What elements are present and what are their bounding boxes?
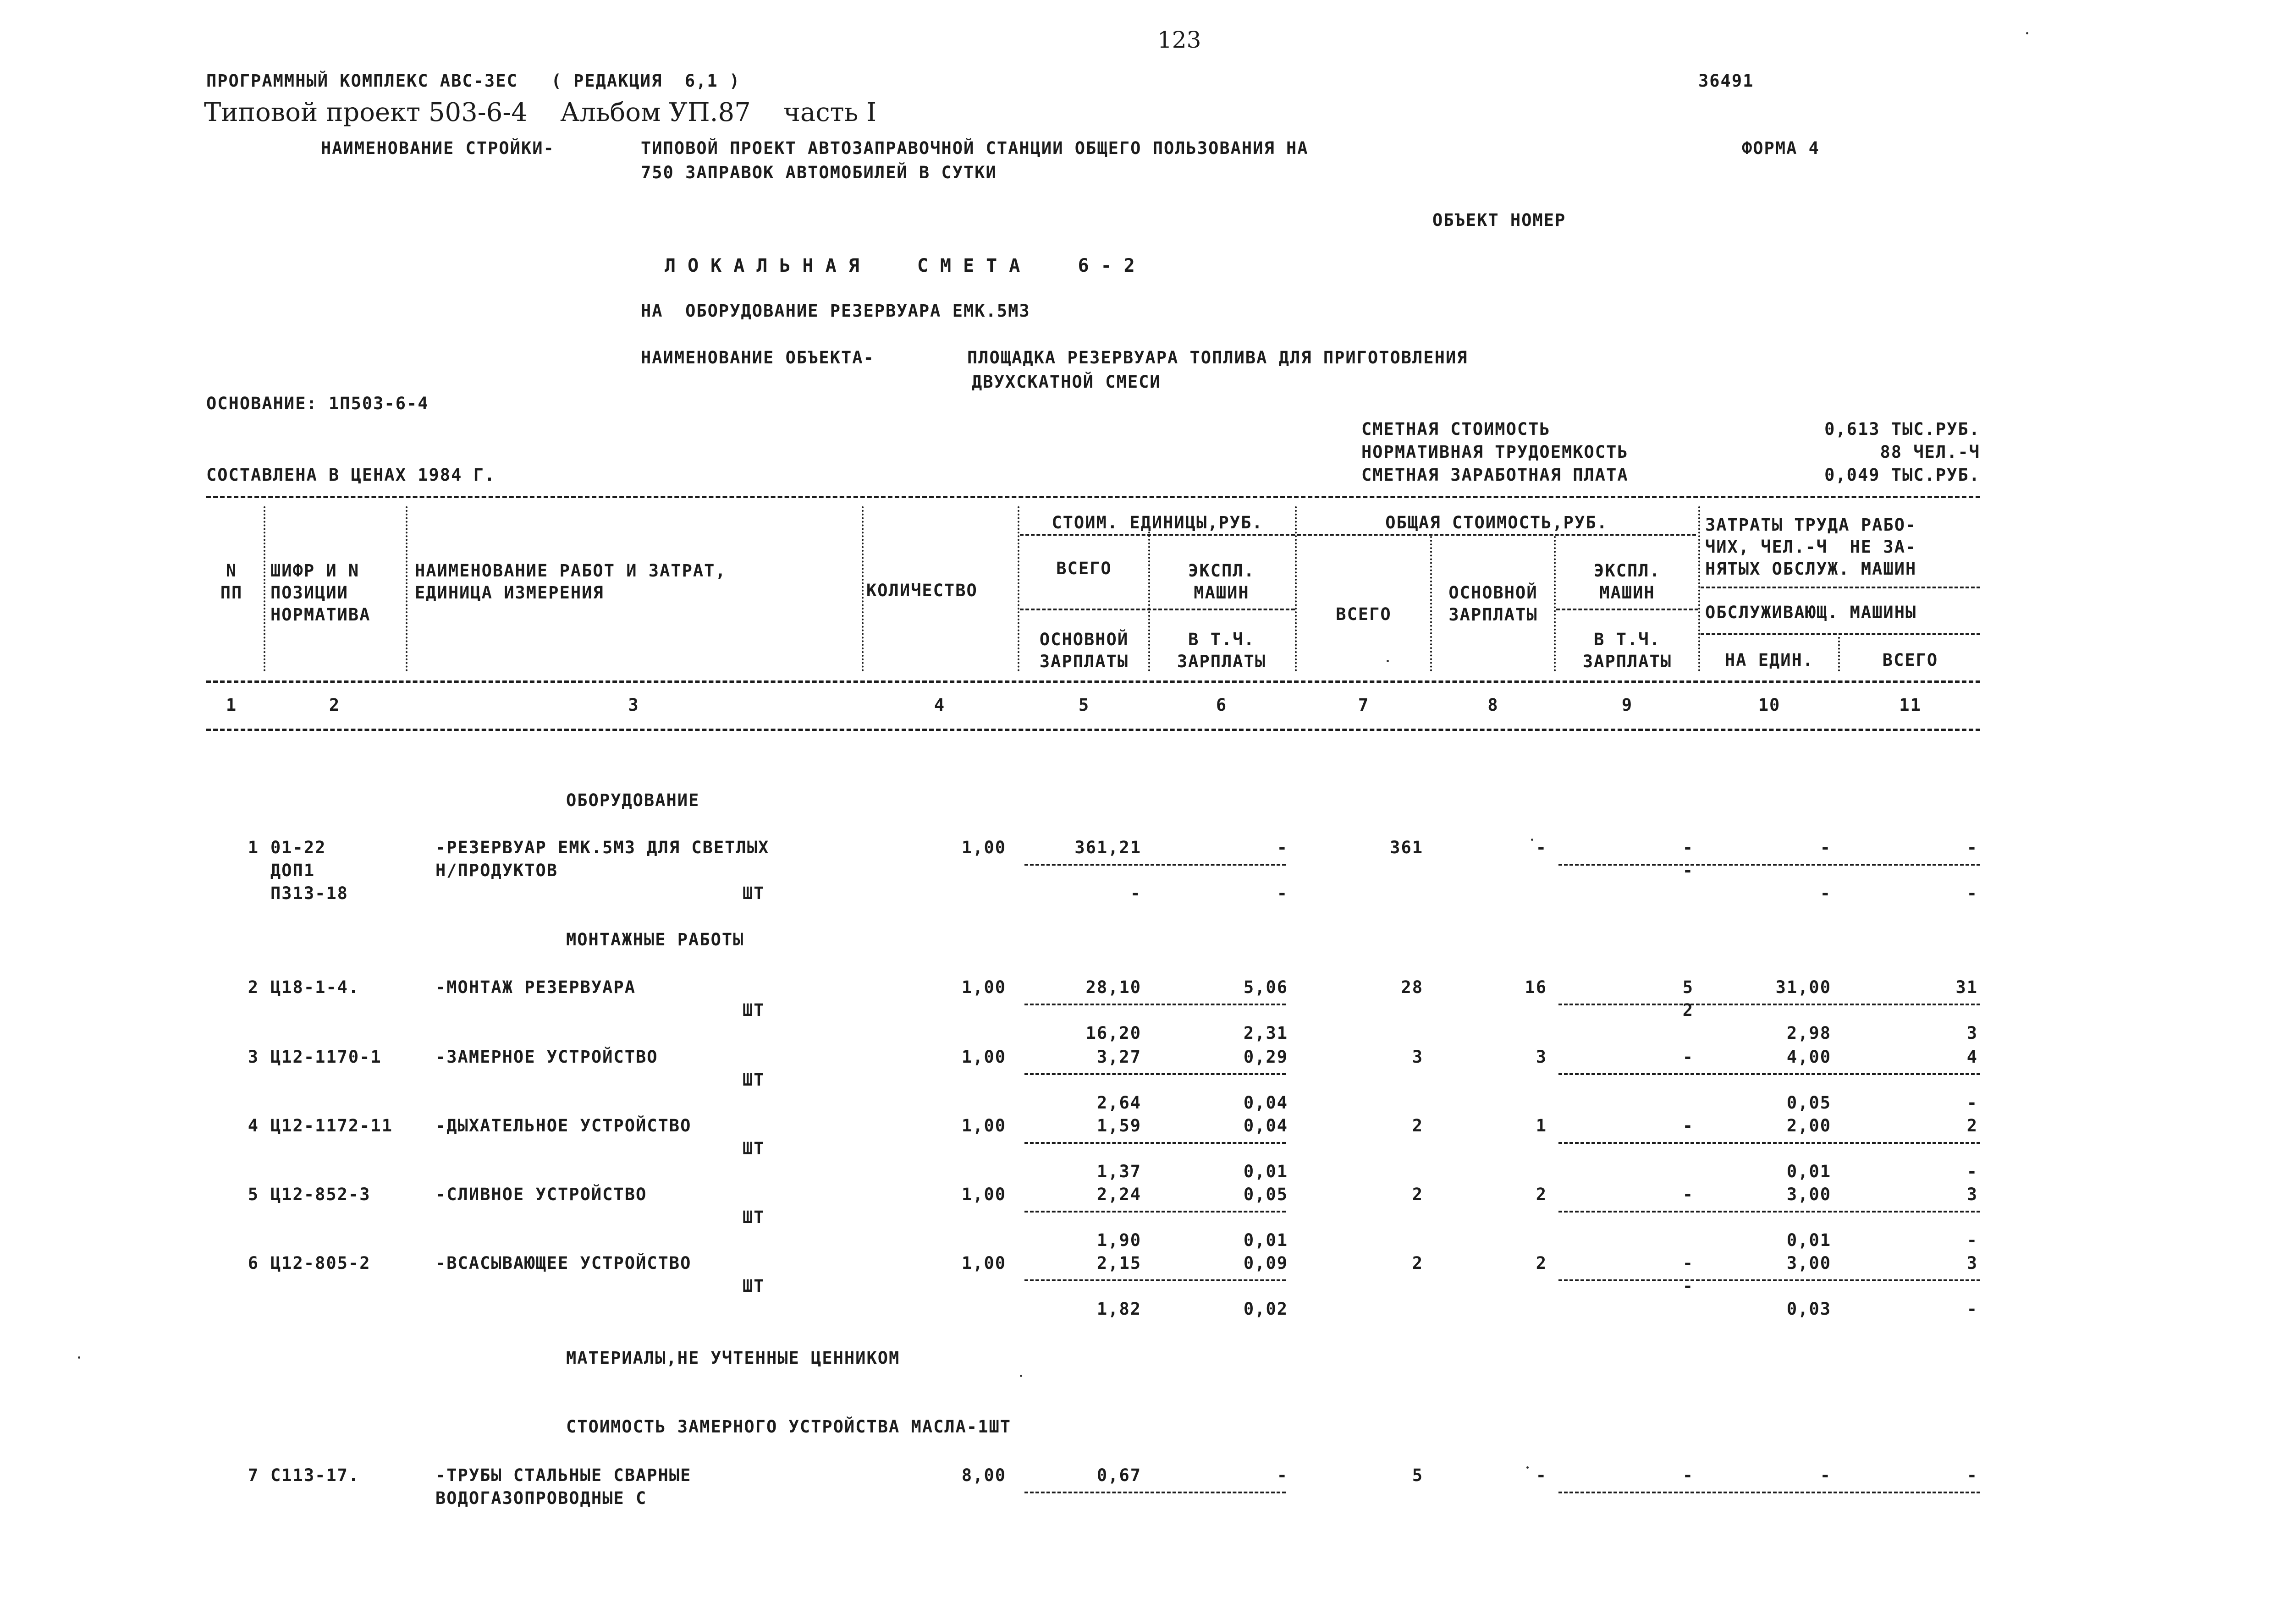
estimate-title: ЛОКАЛЬНАЯ СМЕТА 6-2 [665,255,1147,276]
row-quantity: 1,00 [961,838,1006,857]
col-number: 4 [934,695,946,715]
row-total-wage: - [1536,1465,1547,1485]
scan-speck [78,1356,80,1359]
object-name-line2: ДВУХСКАТНОЙ СМЕСИ [972,372,1161,392]
row-code: Ц12-852-3 [270,1185,371,1204]
row-unit-mach-wage: - [1277,883,1288,903]
col-number: 6 [1216,695,1228,715]
row-unit-wage: 1,82 [1096,1299,1141,1319]
col-number: 5 [1078,695,1090,715]
col-sep [1148,532,1150,671]
row-unit-mach: 0,05 [1243,1185,1288,1204]
row-name: -МОНТАЖ РЕЗЕРВУАРА [435,977,636,997]
row-code: Ц12-805-2 [270,1253,371,1273]
col-number: 9 [1621,695,1633,715]
hdr-rule [1020,534,1295,536]
hdr-labor-total: ВСЕГО [1882,650,1938,670]
row-labor-total: 4 [1966,1047,1978,1067]
col-sep [1698,506,1700,671]
row-total-wage: 2 [1536,1185,1547,1204]
row-labor-unit: - [1820,838,1831,857]
section-installation: МОНТАЖНЫЕ РАБОТЫ [566,930,744,949]
col-number: 7 [1358,695,1370,715]
row-total-mach: - [1682,1185,1694,1204]
col-number: 10 [1758,695,1781,715]
row-labor-unit: 31,00 [1775,977,1831,997]
row-labor-total: 3 [1966,1185,1978,1204]
row-rule [1558,1211,1980,1213]
hdr-total-wage: ОСНОВНОЙ ЗАРПЛАТЫ [1448,583,1538,625]
row-labor-total-service: - [1966,1299,1978,1319]
section-materials: МАТЕРИАЛЫ,НЕ УЧТЕННЫЕ ЦЕННИКОМ [566,1348,900,1368]
row-name: -ВСАСЫВАЮЩЕЕ УСТРОЙСТВО [435,1253,692,1273]
row-unit: ШТ [743,1000,765,1020]
row-number: 4 [248,1116,259,1136]
scan-speck [1020,1375,1022,1377]
row-labor-total: 3 [1966,1253,1978,1273]
form-label: ФОРМА 4 [1742,138,1820,158]
row-total: 361 [1390,838,1423,857]
row-quantity: 1,00 [961,1185,1006,1204]
row-unit-mach-wage: 0,01 [1243,1162,1288,1181]
row-number: 6 [248,1253,259,1273]
row-unit-mach: 0,04 [1243,1116,1288,1136]
row-quantity: 1,00 [961,1253,1006,1273]
row-number: 1 [248,838,259,857]
prices-basis: СОСТАВЛЕНА В ЦЕНАХ 1984 Г. [206,465,496,485]
row-unit-mach-wage: 0,04 [1243,1093,1288,1113]
row-code: Ц12-1172-11 [270,1116,393,1136]
row-number: 3 [248,1047,259,1067]
row-unit-mach-wage: 0,01 [1243,1230,1288,1250]
row-number: 5 [248,1185,259,1204]
row-code: Ц18-1-4. [270,977,360,997]
row-labor-total-service: - [1966,883,1978,903]
row-unit-mach: 5,06 [1243,977,1288,997]
row-labor-total: - [1966,838,1978,857]
row-total-mach: - [1682,1465,1694,1485]
row-rule [1024,1073,1286,1075]
header-mid-rule [206,680,1980,683]
row-number: 7 [248,1465,259,1485]
row-total-wage: 16 [1525,977,1547,997]
row-total-wage: - [1536,838,1547,857]
hdr-qty: КОЛИЧЕСТВО [866,581,978,600]
row-total-wage: 2 [1536,1253,1547,1273]
scan-speck [1387,660,1389,662]
row-rule [1558,1073,1980,1075]
project-line: Типовой проект 503-6-4 Альбом УП.87 часть I [204,98,877,127]
row-unit: ШТ [743,1276,765,1296]
row-labor-unit: 4,00 [1786,1047,1831,1067]
row-total: 28 [1401,977,1423,997]
hdr-total-group: ОБЩАЯ СТОИМОСТЬ,РУБ. [1385,513,1608,532]
hdr-rule [1020,609,1295,610]
hdr-rule [1297,534,1696,536]
row-labor-total: 2 [1966,1116,1978,1136]
scan-speck [1526,1466,1529,1469]
construction-line2: 750 ЗАПРАВОК АВТОМОБИЛЕЙ В СУТКИ [641,163,997,182]
hdr-unit-mach-wage: В Т.Ч. ЗАРПЛАТЫ [1177,630,1266,671]
hdr-labor-group: ЗАТРАТЫ ТРУДА РАБО- ЧИХ, ЧЕЛ.-Ч НЕ ЗА- НЯТЫХ ОБСЛУЖ. МАШИН [1705,515,1917,579]
row-total: 2 [1412,1253,1423,1273]
row-labor-total-service: 3 [1966,1023,1978,1043]
row-unit-wage: 2,64 [1096,1093,1141,1113]
row-rule [1024,1004,1286,1005]
row-total: 2 [1412,1185,1423,1204]
program-code: 36491 [1698,71,1754,91]
hdr-unit-mach: ЭКСПЛ. МАШИН [1188,561,1255,603]
row-code: 01-22 ДОП1 П313-18 [270,838,348,903]
row-rule [1024,1492,1286,1493]
row-total-mach: 5 [1682,977,1694,997]
row-unit-wage: 16,20 [1085,1023,1141,1043]
row-total-mach: - [1682,1047,1694,1067]
row-total-mach-wage: - [1682,861,1694,880]
col-sep [1295,506,1297,671]
row-labor-unit-service: - [1820,883,1831,903]
hdr-total-mach: ЭКСПЛ. МАШИН [1594,561,1661,603]
row-labor-unit-service: 0,05 [1786,1093,1831,1113]
col-number: 2 [329,695,341,715]
col-sep [406,506,407,671]
col-sep [1018,506,1019,671]
row-unit-mach: 0,29 [1243,1047,1288,1067]
row-unit-total: 2,24 [1096,1185,1141,1204]
row-unit: ШТ [743,1207,765,1227]
row-number: 2 [248,977,259,997]
row-quantity: 8,00 [961,1465,1006,1485]
row-name: -РЕЗЕРВУАР ЕМК.5М3 ДЛЯ СВЕТЛЫХ Н/ПРОДУКТОВ [435,838,770,880]
row-unit-total: 0,67 [1096,1465,1141,1485]
row-name: -СЛИВНОЕ УСТРОЙСТВО [435,1185,647,1204]
row-unit-wage: - [1130,883,1141,903]
row-labor-unit: 2,00 [1786,1116,1831,1136]
row-unit-total: 1,59 [1096,1116,1141,1136]
row-total-mach: - [1682,1116,1694,1136]
col-number: 3 [628,695,639,715]
row-total-mach-wage: - [1682,1276,1694,1296]
row-unit-mach: - [1277,1465,1288,1485]
col-sep [1554,536,1556,671]
hdr-total-all: ВСЕГО [1336,604,1392,624]
row-total: 2 [1412,1116,1423,1136]
row-quantity: 1,00 [961,1047,1006,1067]
row-rule [1024,1279,1286,1281]
hdr-name: НАИМЕНОВАНИЕ РАБОТ И ЗАТРАТ, ЕДИНИЦА ИЗМЕРЕНИЯ [415,561,727,603]
row-unit-wage: 1,90 [1096,1230,1141,1250]
row-unit: ШТ [743,1070,765,1090]
row-quantity: 1,00 [961,977,1006,997]
hdr-code: ШИФР И N ПОЗИЦИИ НОРМАТИВА [270,561,371,625]
row-total: 3 [1412,1047,1423,1067]
col-sep [1838,637,1840,671]
summary-value-3: 0,049 ТЫС.РУБ. [1824,465,1980,485]
row-labor-unit-service: 2,98 [1786,1023,1831,1043]
row-total-wage: 3 [1536,1047,1547,1067]
summary-value-2: 88 ЧЕЛ.-Ч [1880,442,1980,462]
col-sep [862,506,864,671]
hdr-rule [1701,587,1980,588]
row-total: 5 [1412,1465,1423,1485]
row-quantity: 1,00 [961,1116,1006,1136]
scan-speck [1531,839,1533,841]
col-number: 8 [1487,695,1499,715]
row-name: -ДЫХАТЕЛЬНОЕ УСТРОЙСТВО [435,1116,692,1136]
hdr-total-mach-wage: В Т.Ч. ЗАРПЛАТЫ [1582,630,1672,671]
construction-label: НАИМЕНОВАНИЕ СТРОЙКИ- [321,138,555,158]
page-number: 123 [1157,27,1201,53]
row-labor-total-service: - [1966,1162,1978,1181]
row-labor-total-service: - [1966,1230,1978,1250]
row-labor-total: 31 [1955,977,1978,997]
row-total-mach: - [1682,1253,1694,1273]
summary-value-1: 0,613 ТЫС.РУБ. [1824,419,1980,439]
hdr-labor-per-unit: НА ЕДИН. [1724,650,1814,670]
row-unit-total: 3,27 [1096,1047,1141,1067]
summary-label-3: СМЕТНАЯ ЗАРАБОТНАЯ ПЛАТА [1361,465,1629,485]
section-equipment: ОБОРУДОВАНИЕ [566,790,700,810]
row-rule [1558,1492,1980,1493]
row-labor-total: - [1966,1465,1978,1485]
row-name: -ТРУБЫ СТАЛЬНЫЕ СВАРНЫЕ ВОДОГАЗОПРОВОДНЫЕ С [435,1465,692,1508]
summary-label-2: НОРМАТИВНАЯ ТРУДОЕМКОСТЬ [1361,442,1629,462]
object-number: ОБЪЕКТ НОМЕР [1432,210,1566,230]
hdr-unit-cost-group: СТОИМ. ЕДИНИЦЫ,РУБ. [1052,513,1263,532]
summary-label-1: СМЕТНАЯ СТОИМОСТЬ [1361,419,1551,439]
row-unit-mach-wage: 0,02 [1243,1299,1288,1319]
row-rule [1024,1142,1286,1144]
row-total-wage: 1 [1536,1116,1547,1136]
row-name: -ЗАМЕРНОЕ УСТРОЙСТВО [435,1047,658,1067]
header-bottom-rule [206,729,1980,731]
row-unit-mach-wage: 2,31 [1243,1023,1288,1043]
hdr-rule [1701,633,1980,635]
row-code: Ц12-1170-1 [270,1047,382,1067]
row-unit-mach: 0,09 [1243,1253,1288,1273]
scan-speck [2026,32,2028,34]
row-unit: ШТ [743,1139,765,1158]
row-unit-total: 28,10 [1085,977,1141,997]
section-cost-device: СТОИМОСТЬ ЗАМЕРНОГО УСТРОЙСТВА МАСЛА-1ШТ [566,1417,1012,1437]
row-rule [1024,1211,1286,1213]
row-total-mach: - [1682,838,1694,857]
row-unit: ШТ [743,883,765,903]
hdr-rule [1556,609,1698,610]
row-unit-total: 2,15 [1096,1253,1141,1273]
col-sep [264,506,265,671]
construction-line1: ТИПОВОЙ ПРОЕКТ АВТОЗАПРАВОЧНОЙ СТАНЦИИ ОБЩЕГО ПОЛЬЗОВАНИЯ НА [641,138,1309,158]
row-labor-unit-service: 0,01 [1786,1230,1831,1250]
hdr-unit-wage: ОСНОВНОЙ ЗАРПЛАТЫ [1039,630,1129,671]
row-labor-total-service: - [1966,1093,1978,1113]
row-rule [1558,1142,1980,1144]
row-labor-unit: 3,00 [1786,1185,1831,1204]
hdr-unit-total: ВСЕГО [1056,559,1112,578]
program-line: ПРОГРАММНЫЙ КОМПЛЕКС АВС-ЗЕС ( РЕДАКЦИЯ 6,1 ) [206,71,741,91]
row-code: С113-17. [270,1465,360,1485]
col-sep [1430,536,1432,671]
hdr-num: N ПП [220,561,243,603]
row-unit-total: 361,21 [1074,838,1141,857]
hdr-labor-sub: ОБСЛУЖИВАЮЩ. МАШИНЫ [1705,603,1917,622]
object-name-line1: ПЛОЩАДКА РЕЗЕРВУАРА ТОПЛИВА ДЛЯ ПРИГОТОВЛЕНИЯ [967,348,1468,368]
row-labor-unit-service: 0,03 [1786,1299,1831,1319]
row-unit-wage: 1,37 [1096,1162,1141,1181]
row-labor-unit: - [1820,1465,1831,1485]
row-labor-unit: 3,00 [1786,1253,1831,1273]
row-total-mach-wage: 2 [1682,1000,1694,1020]
col-number: 11 [1899,695,1922,715]
col-number: 1 [226,695,237,715]
row-labor-unit-service: 0,01 [1786,1162,1831,1181]
object-name-label: НАИМЕНОВАНИЕ ОБЪЕКТА- [641,348,875,368]
basis: ОСНОВАНИЕ: 1П503-6-4 [206,394,429,413]
row-unit-mach: - [1277,838,1288,857]
estimate-subject: НА ОБОРУДОВАНИЕ РЕЗЕРВУАРА ЕМК.5М3 [641,301,1030,321]
header-top-rule [206,496,1980,498]
row-rule [1024,864,1286,866]
